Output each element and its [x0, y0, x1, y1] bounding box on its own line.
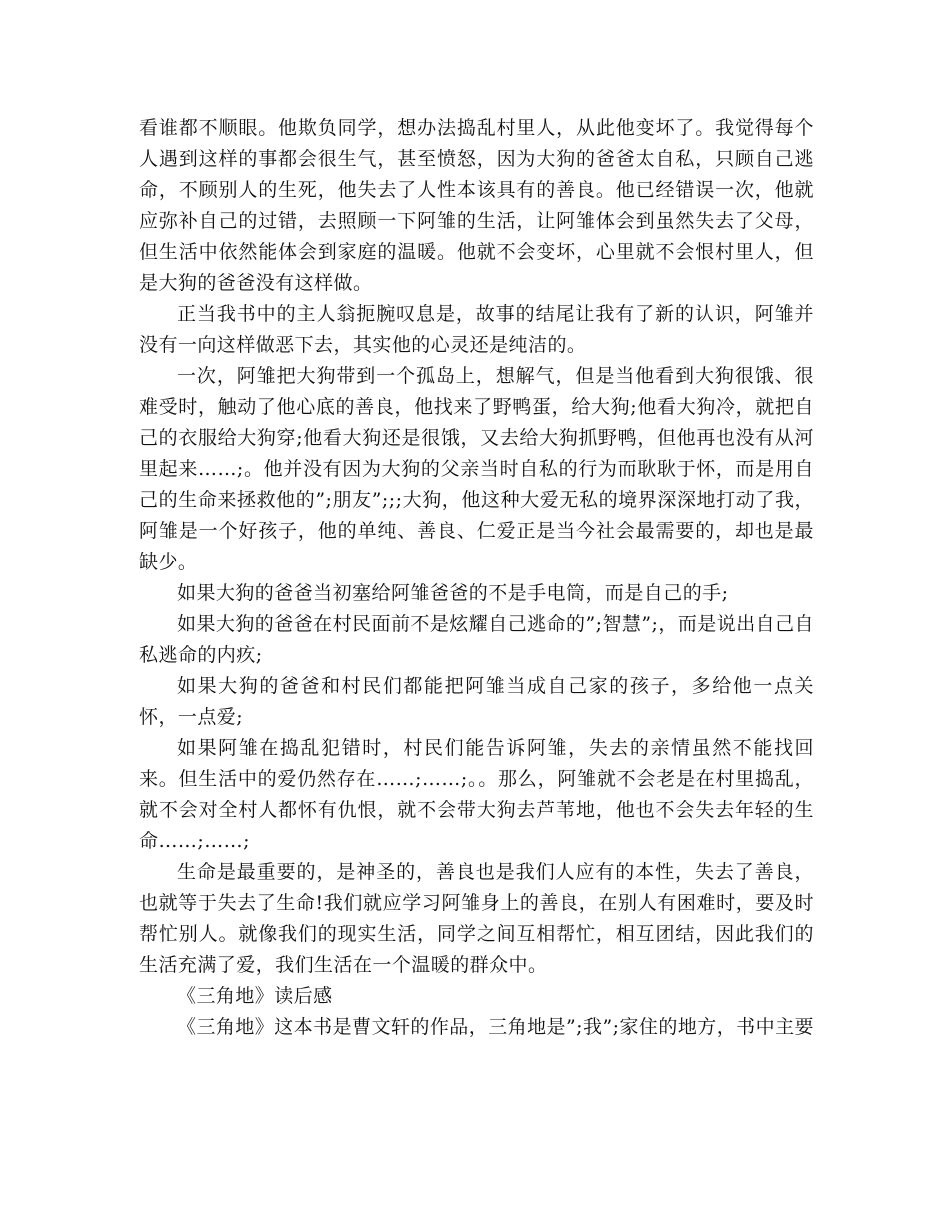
section-title: 《三角地》读后感	[177, 985, 333, 1007]
paragraph-4: 如果大狗的爸爸当初塞给阿雏爸爸的不是手电筒，而是自己的手;	[177, 582, 729, 604]
paragraph-6: 如果大狗的爸爸和村民们都能把阿雏当成自己家的孩子，多给他一点关怀，一点爱;	[139, 675, 814, 728]
paragraph-7: 如果阿雏在捣乱犯错时，村民们能告诉阿雏，失去的亲情虽然不能找回来。但生活中的爱仍然存在……;……;。。那么，阿雏就不会老是在村里捣乱，就不会对全村人都怀有仇恨，就不会带大狗去芦苇地，他也不会失去年轻的生命……;……;	[139, 737, 814, 852]
paragraph-5: 如果大狗的爸爸在村民面前不是炫耀自己逃命的”;智慧”;，而是说出自己自私逃命的内疚;	[139, 613, 814, 666]
paragraph-10: 《三角地》这本书是曹文轩的作品，三角地是”;我”;家住的地方，书中主要	[177, 1016, 814, 1038]
paragraph-1: 看谁都不顺眼。他欺负同学，想办法捣乱村里人，从此他变坏了。我觉得每个人遇到这样的事都会很生气，甚至愤怒，因为大狗的爸爸太自私，只顾自己逃命，不顾别人的生死，他失去了人性本该具有的善良。他已经错误一次，他就应弥补自己的过错，去照顾一下阿雏的生活，让阿雏体会到虽然失去了父母，但生活中依然能体会到家庭的温暖。他就不会变坏，心里就不会恨村里人，但是大狗的爸爸没有这样做。	[139, 117, 814, 294]
paragraph-2: 正当我书中的主人翁扼腕叹息是，故事的结尾让我有了新的认识，阿雏并没有一向这样做恶下去，其实他的心灵还是纯洁的。	[139, 303, 814, 356]
document-body	[139, 113, 814, 1043]
paragraph-8: 生命是最重要的，是神圣的，善良也是我们人应有的本性，失去了善良，也就等于失去了生命!我们就应学习阿雏身上的善良，在别人有困难时，要及时帮忙别人。就像我们的现实生活，同学之间互相帮忙，相互团结，因此我们的生活充满了爱，我们生活在一个温暖的群众中。	[139, 861, 814, 976]
paragraph-3: 一次，阿雏把大狗带到一个孤岛上，想解气，但是当他看到大狗很饿、很难受时，触动了他心底的善良，他找来了野鸭蛋，给大狗;他看大狗冷，就把自己的衣服给大狗穿;他看大狗还是很饿，又去给大狗抓野鸭，但他再也没有从河里起来……;。他并没有因为大狗的父亲当时自私的行为而耿耿于怀，而是用自己的生命来拯救他的”;朋友”;;;大狗，他这种大爱无私的境界深深地打动了我，阿雏是一个好孩子，他的单纯、善良、仁爱正是当今社会最需要的，却也是最缺少。	[139, 365, 814, 573]
